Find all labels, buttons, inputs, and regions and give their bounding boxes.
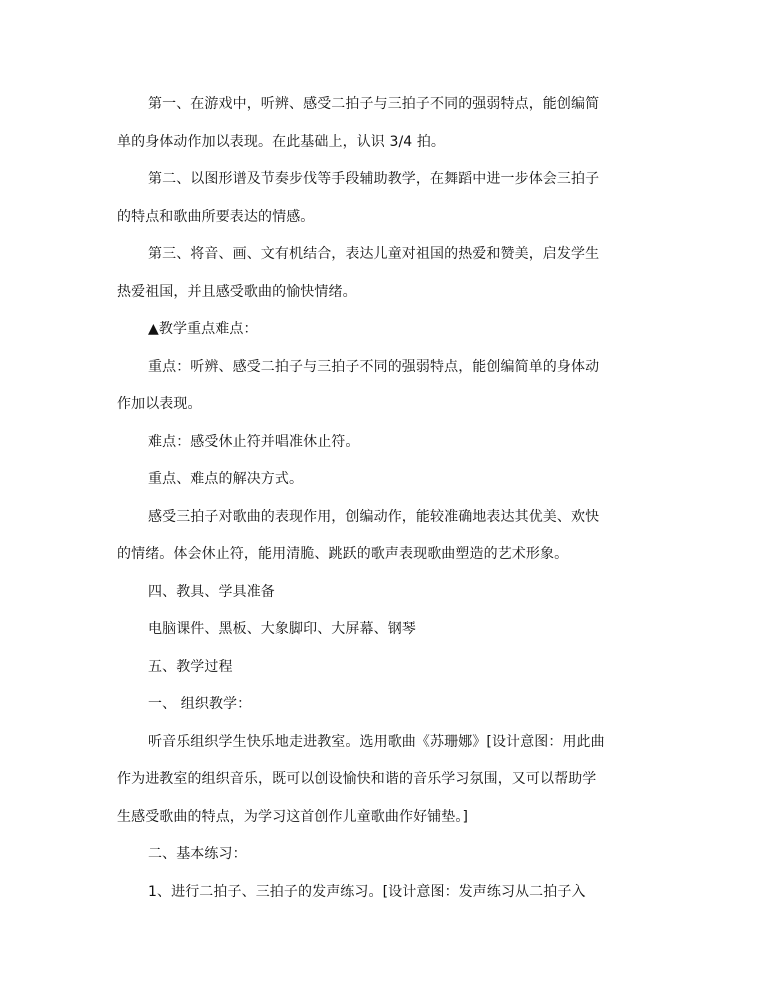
text-line: 听音乐组织学生快乐地走进教室。选用歌曲《苏珊娜》[设计意图：用此曲 — [148, 733, 605, 750]
text-line: 重点、难点的解决方式。 — [148, 471, 304, 487]
text-line: 难点：感受休止符并唱准休止符。 — [148, 433, 360, 450]
text-line: 热爱祖国，并且感受歌曲的愉快情绪。 — [117, 283, 357, 300]
section-heading: 四、教具、学具准备 — [148, 583, 275, 600]
text-line: 1、进行二拍子、三拍子的发声练习。[设计意图：发声练习从二拍子入 — [148, 883, 586, 900]
text-line: 单的身体动作加以表现。在此基础上，认识 3/4 拍。 — [117, 133, 446, 150]
text-line: 感受三拍子对歌曲的表现作用，创编动作，能较准确地表达其优美、欢快 — [148, 508, 600, 525]
text-line: 的情绪。体会休止符，能用清脆、跳跃的歌声表现歌曲塑造的艺术形象。 — [117, 546, 569, 562]
subsection-heading: 二、基本练习： — [148, 846, 247, 862]
text-line: 生感受歌曲的特点，为学习这首创作儿童歌曲作好铺垫。] — [117, 808, 469, 825]
subsection-heading: 一、 组织教学： — [148, 696, 252, 712]
text-line: 电脑课件、黑板、大象脚印、大屏幕、钢琴 — [148, 621, 416, 637]
text-line: 作为进教室的组织音乐，既可以创设愉快和谐的音乐学习氛围，又可以帮助学 — [117, 771, 597, 787]
text-line: 第三、将音、画、文有机结合，表达儿童对祖国的热爱和赞美，启发学生 — [148, 246, 600, 262]
text-line: 的特点和歌曲所要表达的情感。 — [117, 208, 315, 225]
text-line: 重点：听辨、感受二拍子与三拍子不同的强弱特点，能创编简单的身体动 — [148, 358, 600, 375]
text-line: 作加以表现。 — [117, 396, 202, 412]
text-line: 第一、在游戏中，听辨、感受二拍子与三拍子不同的强弱特点，能创编简 — [148, 96, 600, 112]
section-heading: 五、教学过程 — [148, 658, 233, 675]
section-heading: ▲教学重点难点： — [148, 321, 258, 337]
document-body — [117, 86, 657, 911]
text-line: 第二、以图形谱及节奏步伐等手段辅助教学，在舞蹈中进一步体会三拍子 — [148, 171, 600, 187]
